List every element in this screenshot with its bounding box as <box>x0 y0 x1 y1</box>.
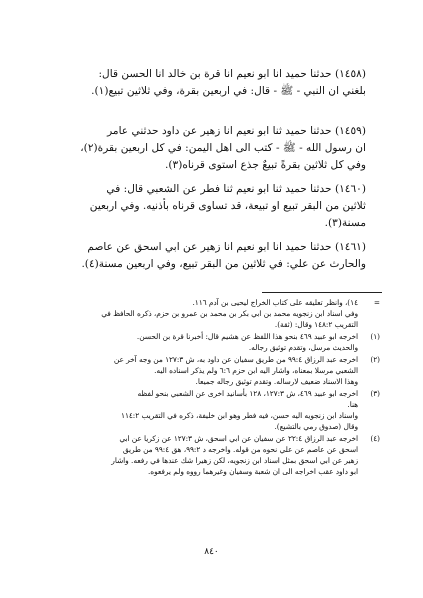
footnote-line: وفي اسناد ابن زنجويه محمد بن ابي بكر بن محمد بن عمرو بن حزم، ذكره الحافظ في <box>101 309 358 318</box>
footnote-separator <box>262 292 382 293</box>
footnote-line: والحديث مرسل، وتقدم توثيق رجاله. <box>248 343 358 352</box>
footnote-3 <box>58 388 380 432</box>
text-line: ان رسول الله - ﷺ - كتب الى اهل اليمن: في كل اربعين بقرة(٢)، <box>80 142 366 154</box>
footnote-line: وقال (صدوق رمي بالتشيع). <box>274 422 358 431</box>
text-line: (١٤٦١) حدثنا حميد انا ابو نعيم انا زهير عن ابي اسحق عن عاصم <box>87 241 366 253</box>
footnote-marker: (١) <box>370 332 380 341</box>
text-line: وفي كل ثلاثين بقرةً تبيعٌ جذع استوى قرناه(٣). <box>164 159 366 171</box>
text-line: مسنة(٣). <box>324 217 366 229</box>
footnote-line: اخرجه عبد الرزاق ٩٩:٤ من طريق سفيان عن داود به، ش ١٢٧:٣ من وجه آخر عن <box>113 355 358 364</box>
footnote-1 <box>58 331 380 353</box>
footnote-marker: (٤) <box>370 434 380 443</box>
footnote-line: ابو داود عقب اخراجه الى ان شعبة وسفيان وغيرهما رووه ولم يرفعوه. <box>147 467 358 476</box>
footnote-marker: = <box>373 298 380 307</box>
footnote-continuation <box>58 297 380 330</box>
text-line: والحارث عن علي: في ثلاثين من البقر تبيع، وفي اربعين مسنة(٤). <box>81 258 366 270</box>
footnote-line: اخرجه ابو عبيد ٤٦٩، ش ١٢٧:٣، ١٢٨ بأسانيد اخرى عن الشعبي بنحو لفظه <box>137 389 358 398</box>
text-line: (١٤٥٨) حدثنا حميد انا ابو نعيم انا قرة بن خالد انا الحسن قال: <box>98 68 366 80</box>
hadith-1460 <box>60 181 366 232</box>
footnote-line: ١٤)، وانظر تعليقه على كتاب الخراج ليحيى بن آدم ١١٦. <box>192 298 358 307</box>
footnote-line: اخرجه عبد الرزاق ٢٢:٤ عن سفيان عن ابي اسحق، ش ١٢٧:٣ عن زكريا عن ابي <box>119 434 358 443</box>
hadith-1461 <box>60 239 366 273</box>
footnote-line: الشعبي مرسلا بمعناه، واشار اليه ابن حزم ٦:٦ ولم يذكر اسناده اليه. <box>154 366 358 375</box>
footnote-line: اسحق عن عاصم عن علي نحوه من قوله. واخرجه د ٩٩:٢، هق ٩٩:٤ من طريق <box>122 445 358 454</box>
footnote-line: زهير عن ابي اسحق بمثل اسناد ابن زنجويه، لكن زهيرا شك عندها في رفعه. واشار <box>111 456 358 465</box>
page-number: ٨٤٠ <box>204 547 219 557</box>
footnote-line: وهذا الاسناد ضعيف لارساله. وتقدم توثيق رجاله جميعا. <box>195 377 358 386</box>
footnote-line: واسناد ابن زنجويه اليه حسن، فيه فطر وهو ابن خليفة، ذكره في التقريب ١١٤:٢ <box>121 411 358 420</box>
text-line: بلغني ان النبي - ﷺ - قال: في اربعين بقرة، وفي ثلاثين تبيع(١). <box>91 85 366 97</box>
text-line: (١٤٥٩) حدثنا حميد ثنا ابو نعيم انا زهير عن داود حدثني عامر <box>107 125 366 137</box>
footnote-line: هنا. <box>347 400 358 409</box>
footnote-marker: (٢) <box>370 355 380 364</box>
hadith-1458 <box>60 66 366 100</box>
footnote-line: اخرجه ابو عبيد ٤٦٩ بنحو هذا اللفظ عن هشيم قال: أخبرنا قرة بن الحسن. <box>136 332 358 341</box>
footnote-marker: (٣) <box>370 389 380 398</box>
hadith-1459 <box>60 123 366 174</box>
footnote-4 <box>58 433 380 477</box>
text-line: (١٤٦٠) حدثنا حميد ثنا ابو نعيم ثنا فطر عن الشعبي قال: في <box>106 183 366 195</box>
footnote-line: التقريب ١٤٨:٢ وقال: (ثقة). <box>274 320 358 329</box>
footnote-2 <box>58 354 380 387</box>
text-line: ثلاثين من البقر تبيع او تبيعة، قد تساوى قرناه بأذنيه. وفي اربعين <box>89 200 366 212</box>
footnotes <box>58 297 380 478</box>
